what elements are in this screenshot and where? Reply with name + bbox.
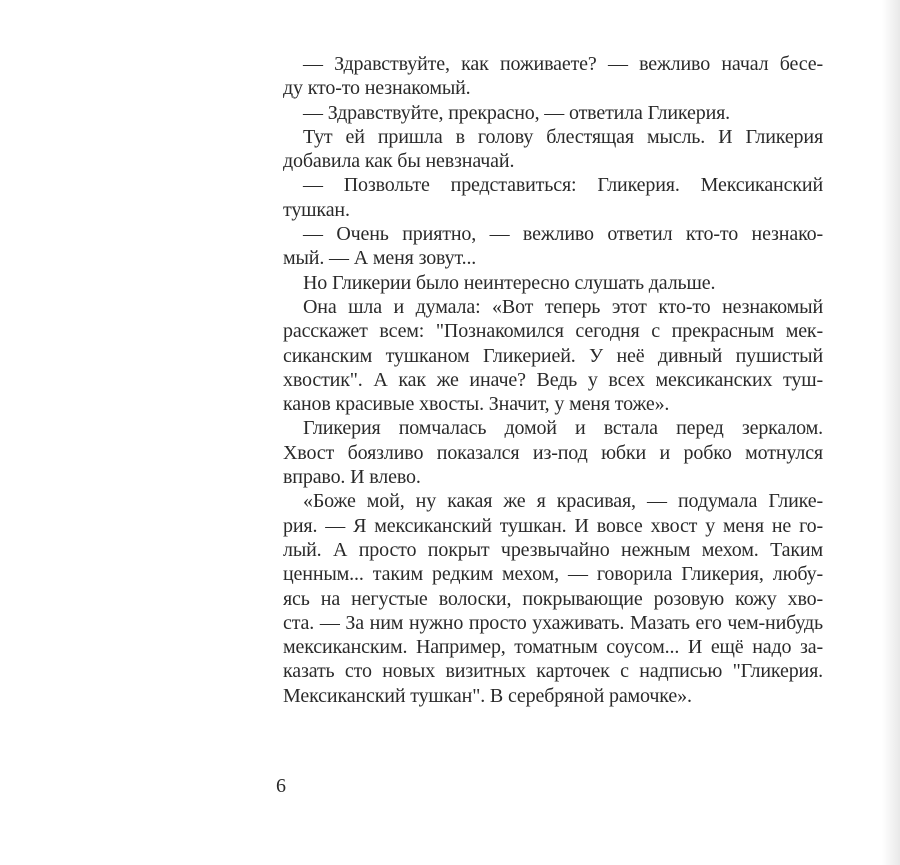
text-line: казать сто новых визитных карточек с надписью "Гликерия. — [283, 660, 823, 683]
text-line: ценным... таким редким мехом, — говорила Гликерия, любу- — [283, 563, 823, 586]
text-line: Но Гликерии было неинтересно слушать дальше. — [303, 271, 716, 294]
text-line: Она шла и думала: «Вот теперь этот кто-то незнакомый — [303, 295, 823, 318]
text-line: Хвост боязливо показался из-под юбки и робко мотнулся — [283, 441, 823, 464]
text-line: мексиканским. Например, томатным соусом... И ещё надо за- — [283, 636, 823, 659]
text-line: ясь на негустые волоски, покрывающие розовую кожу хво- — [283, 587, 823, 610]
text-line: хвостик". А как же иначе? Ведь у всех мексиканских туш- — [283, 368, 823, 391]
text-line: тушкан. — [283, 198, 350, 221]
text-line: — Здравствуйте, как поживаете? — вежливо начал бесе- — [303, 53, 823, 75]
text-line: ду кто-то незнакомый. — [283, 77, 471, 100]
text-line: добавила как бы невзначай. — [283, 150, 515, 173]
text-line: лый. А просто покрыт чрезвычайно нежным мехом. Таким — [283, 538, 823, 561]
text-line: вправо. И влево. — [283, 466, 421, 489]
text-line: — Очень приятно, — вежливо ответил кто-то незнако- — [303, 223, 823, 246]
page-number: 6 — [276, 775, 286, 797]
body-text — [283, 52, 823, 708]
text-line: «Боже мой, ну какая же я красивая, — подумала Глике- — [303, 490, 823, 513]
page-edge-shadow — [882, 0, 900, 865]
text-line: — Здравствуйте, прекрасно, — ответила Гликерия. — [303, 101, 731, 124]
text-line: мый. — А меня зовут... — [283, 247, 477, 270]
text-line: ста. — За ним нужно просто ухаживать. Мазать его чем-нибудь — [283, 611, 823, 634]
text-line: сиканским тушканом Гликерией. У неё дивный пушистый — [283, 344, 823, 367]
text-line: Мексиканский тушкан". В серебряной рамочке». — [283, 684, 692, 707]
text-line: Гликерия помчалась домой и встала перед зеркалом. — [303, 417, 823, 440]
text-line: Тут ей пришла в голову блестящая мысль. И Гликерия — [303, 125, 823, 148]
text-line: — Позвольте представиться: Гликерия. Мексиканский — [303, 174, 823, 197]
text-line: расскажет всем: "Познакомился сегодня с прекрасным мек- — [283, 320, 823, 343]
text-line: канов красивые хвосты. Значит, у меня тоже». — [283, 393, 670, 416]
text-line: рия. — Я мексиканский тушкан. И вовсе хвост у меня не го- — [283, 514, 823, 537]
